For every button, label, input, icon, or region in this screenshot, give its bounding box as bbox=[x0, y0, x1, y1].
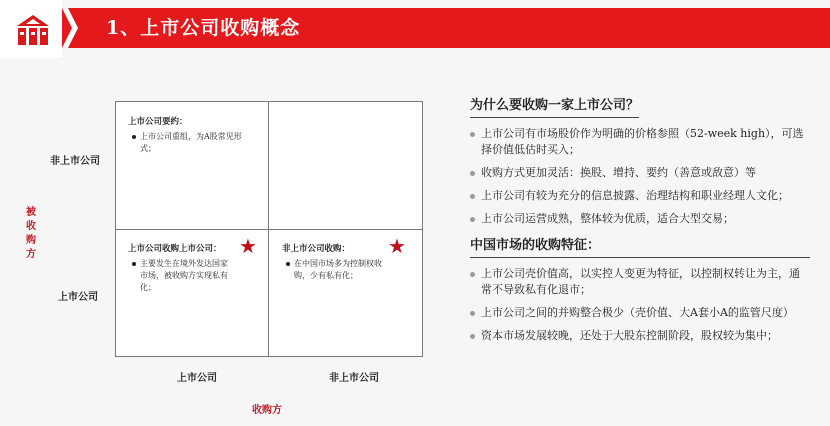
list-item: 上市公司壳价值高，以实控人变更为特征，以控制权转让为主，通常不导致私有化退市； bbox=[470, 266, 810, 298]
star-icon: ★ bbox=[239, 234, 257, 258]
china-section bbox=[470, 234, 810, 344]
why-section-title: 为什么要收购一家上市公司？ bbox=[470, 97, 639, 118]
matrix-cell-bottom-right bbox=[282, 243, 382, 282]
cell-title: 非上市公司收购： bbox=[282, 244, 351, 254]
why-list bbox=[470, 126, 810, 227]
list-item: 上市公司重组，为A股常见形式； bbox=[140, 131, 256, 155]
page-title: 1、上市公司收购概念 bbox=[106, 17, 301, 39]
col-label-non-listed: 非上市公司 bbox=[329, 373, 379, 384]
vertical-axis-label: 被收购方 bbox=[26, 207, 36, 260]
cell-title: 上市公司要约： bbox=[128, 117, 188, 127]
matrix-cell-bottom-left bbox=[128, 243, 228, 294]
list-item: 收购方式更加灵活：换股、增持、要约（善意或敌意）等 bbox=[470, 165, 810, 181]
list-item: 主要发生在境外发达国家市场，被收购方实现私有化； bbox=[140, 259, 228, 292]
china-section-title: 中国市场的收购特征： bbox=[470, 237, 810, 258]
header-chevron-icon bbox=[62, 8, 82, 48]
list-item: 上市公司运营成熟，整体较为优质，适合大型交易； bbox=[470, 211, 810, 227]
cell-title: 上市公司收购上市公司： bbox=[128, 244, 222, 254]
acquisition-matrix bbox=[115, 101, 423, 357]
right-content bbox=[470, 94, 810, 351]
list-item: 上市公司之间的并购整合极少（壳价值、大A套小A的监管尺度） bbox=[470, 305, 810, 321]
star-icon: ★ bbox=[388, 234, 406, 258]
cell-list bbox=[128, 131, 256, 155]
list-item: 上市公司有市场股价作为明确的价格参照（52-week high），可选择价值低估时买入； bbox=[470, 126, 810, 158]
col-label-listed: 上市公司 bbox=[177, 373, 217, 384]
list-item: 上市公司有较为充分的信息披露、治理结构和职业经理人文化； bbox=[470, 188, 810, 204]
list-item: 在中国市场多为控制权收购，少有私有化； bbox=[294, 259, 382, 280]
cell-list bbox=[128, 258, 228, 294]
row-label-listed: 上市公司 bbox=[58, 292, 98, 303]
matrix-cell-top-left bbox=[128, 116, 256, 155]
cell-list bbox=[282, 258, 382, 282]
china-list bbox=[470, 266, 810, 344]
horizontal-axis-label: 收购方 bbox=[252, 405, 282, 416]
logo-area bbox=[0, 0, 62, 58]
matrix-divider-horizontal bbox=[116, 229, 422, 230]
row-label-non-listed: 非上市公司 bbox=[50, 156, 100, 167]
company-logo-icon bbox=[16, 14, 50, 46]
list-item: 资本市场发展较晚，还处于大股东控制阶段，股权较为集中； bbox=[470, 328, 810, 344]
